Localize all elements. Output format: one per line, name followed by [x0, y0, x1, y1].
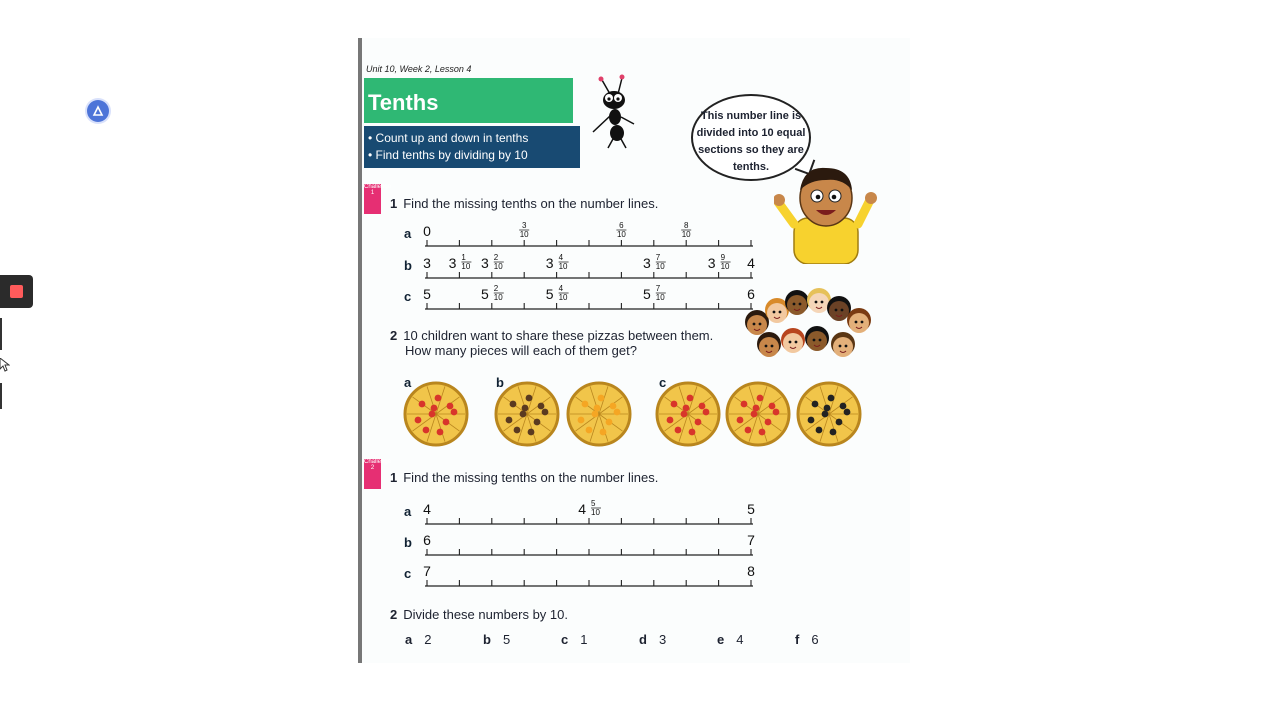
goal-item: • Count up and down in tenths — [368, 131, 529, 145]
number-line-label: a — [404, 226, 412, 241]
fraction-numerator: 3 — [521, 221, 527, 230]
pizza-illustration — [496, 383, 558, 445]
number-line-start: 0 — [423, 223, 431, 239]
number-line-label: a — [404, 504, 412, 519]
fraction-denominator: 10 — [681, 230, 691, 239]
number-line-label: b — [404, 535, 412, 550]
c1-q2-prompt — [390, 328, 713, 358]
question-text: Find the missing tenths on the number lines. — [403, 470, 659, 485]
lesson-title: Tenths — [364, 78, 573, 123]
mixed-number-whole: 5 — [545, 286, 554, 302]
fraction-denominator: 10 — [655, 293, 665, 302]
pizza-label-a: a — [404, 375, 412, 390]
fraction-denominator: 10 — [461, 262, 471, 271]
child-face — [831, 332, 855, 357]
mixed-number-whole: 5 — [643, 286, 651, 302]
lesson-reference: Unit 10, Week 2, Lesson 4 — [366, 64, 472, 74]
fraction-numerator: 9 — [720, 253, 726, 262]
mixed-number-whole: 3 — [707, 255, 716, 271]
challenge-tab: Challenge 1 — [364, 184, 381, 214]
fraction-numerator: 2 — [493, 284, 499, 293]
question-text: Divide these numbers by 10. — [403, 607, 568, 622]
textbook-page — [358, 38, 910, 663]
mixed-number-whole: 3 — [643, 255, 651, 271]
question-number: 1 — [390, 196, 398, 211]
question-text: Find the missing tenths on the number lines. — [403, 196, 659, 211]
fraction-numerator: 5 — [591, 499, 596, 508]
number-line-end: 7 — [747, 532, 755, 548]
number-line-start: 7 — [423, 563, 431, 579]
mouse-pointer-icon — [0, 358, 10, 372]
pizza-illustration — [405, 383, 467, 445]
c2-q1-prompt — [390, 470, 658, 485]
number-line-label: c — [404, 289, 412, 304]
fraction-numerator: 7 — [655, 284, 661, 293]
fraction-denominator: 10 — [558, 262, 568, 271]
number-line-end: 4 — [747, 255, 755, 271]
child-face — [847, 308, 871, 333]
fraction-denominator: 10 — [519, 230, 529, 239]
challenge-tab: Challenge 2 — [364, 459, 381, 489]
app-shortcut-icon[interactable] — [87, 100, 109, 122]
children-group-illustration — [739, 288, 879, 376]
c2-q2-prompt — [390, 607, 568, 622]
number-line-end: 5 — [747, 501, 755, 517]
left-edge-handle[interactable] — [0, 383, 2, 409]
app-glyph-icon — [92, 105, 104, 117]
fraction-numerator: 8 — [683, 221, 689, 230]
number-line-start: 3 — [423, 255, 431, 271]
mixed-number-whole: 4 — [578, 501, 586, 517]
mixed-number-whole: 5 — [481, 286, 489, 302]
divide-item: d 3 — [639, 632, 667, 647]
question-number: 1 — [390, 470, 398, 485]
child-face — [745, 310, 769, 335]
fraction-numerator: 4 — [558, 284, 564, 293]
screen-record-button[interactable] — [0, 275, 33, 308]
fraction-denominator: 10 — [493, 262, 503, 271]
question-number: 2 — [390, 607, 398, 622]
fraction-denominator: 10 — [591, 508, 600, 517]
fraction-denominator: 10 — [493, 293, 503, 302]
divide-item: b 5 — [483, 632, 511, 647]
fraction-numerator: 1 — [461, 253, 466, 262]
fraction-numerator: 4 — [558, 253, 564, 262]
pizza-label-c: c — [659, 375, 667, 390]
pizza-illustration — [727, 383, 789, 445]
mixed-number-whole: 3 — [481, 255, 489, 271]
speech-bubble: This number line is divided into 10 equal sections so they are tenths. — [691, 94, 811, 181]
number-line-start: 6 — [423, 532, 431, 548]
fraction-denominator: 10 — [655, 262, 665, 271]
pizzas-row — [362, 378, 910, 450]
question-text: 10 children want to share these pizzas between them. — [403, 328, 714, 343]
fraction-denominator: 10 — [558, 293, 568, 302]
question-number: 2 — [390, 328, 398, 343]
child-face — [781, 328, 805, 353]
number-line-end: 6 — [747, 286, 755, 302]
mixed-number-whole: 3 — [448, 255, 457, 271]
divide-item: e 4 — [717, 632, 744, 647]
pizza-illustration — [657, 383, 719, 445]
mixed-number-whole: 3 — [545, 255, 554, 271]
child-face — [757, 332, 781, 357]
divide-item: a 2 — [405, 632, 432, 647]
child-face — [805, 326, 829, 351]
goal-item: • Find tenths by dividing by 10 — [368, 148, 528, 162]
number-line-label: c — [404, 566, 412, 581]
number-line-label: b — [404, 258, 412, 273]
fraction-numerator: 6 — [619, 221, 624, 230]
fraction-denominator: 10 — [720, 262, 730, 271]
divide-item: f 6 — [795, 632, 819, 647]
divide-exercises — [405, 632, 835, 647]
fraction-numerator: 2 — [493, 253, 499, 262]
pizza-illustration — [798, 383, 860, 445]
left-edge-handle[interactable] — [0, 318, 2, 350]
fraction-denominator: 10 — [616, 230, 626, 239]
pizza-illustration — [568, 383, 630, 445]
number-line-start: 4 — [423, 501, 431, 517]
number-line-start: 5 — [423, 286, 431, 302]
number-line-end: 8 — [747, 563, 755, 579]
pizza-label-b: b — [496, 375, 504, 390]
divide-item: c 1 — [561, 632, 588, 647]
record-stop-icon — [10, 285, 23, 298]
fraction-numerator: 7 — [655, 253, 661, 262]
question-text: How many pieces will each of them get? — [405, 343, 637, 358]
